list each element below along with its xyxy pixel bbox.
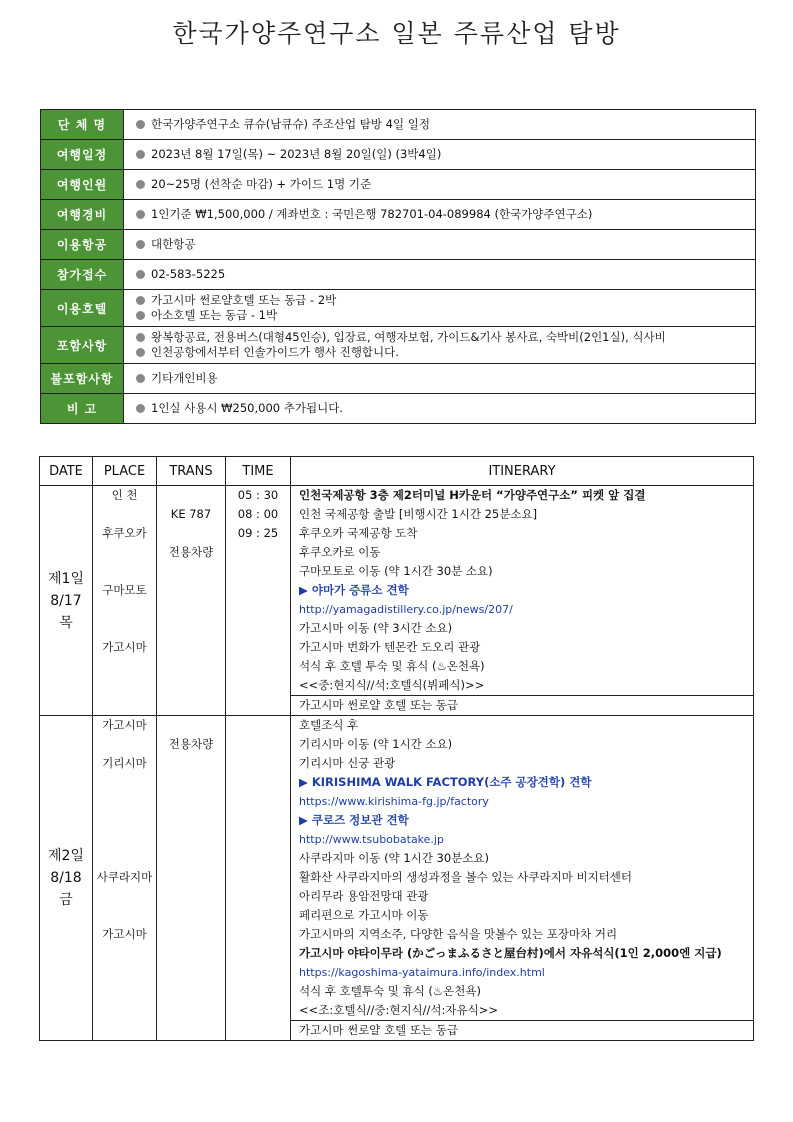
place-entry [93, 657, 156, 676]
info-value-line [136, 147, 755, 162]
place-entry [93, 619, 156, 638]
info-value-line [136, 308, 755, 323]
info-value-line [136, 177, 755, 192]
day2-trans-cell [157, 716, 226, 1041]
info-value-text: 가고시마 썬로얄호텔 또는 동급 - 2박 [151, 293, 337, 307]
bullet-icon [136, 210, 145, 219]
itinerary-line: ▶ 쿠로즈 정보관 견학 [299, 813, 409, 827]
itinerary-line: ▶ 야마가 증류소 견학 [299, 583, 409, 597]
info-row [41, 394, 756, 424]
place-entry: 기리시마 [102, 756, 147, 770]
place-entry [93, 773, 156, 792]
bullet-icon [136, 180, 145, 189]
place-entry: 후쿠오카 [102, 526, 147, 540]
trans-entry [157, 600, 225, 619]
trans-entry [157, 657, 225, 676]
trans-entry [157, 1001, 225, 1020]
place-entry [93, 887, 156, 906]
header-trans: TRANS [157, 457, 226, 486]
itinerary-line: 인천 국제공항 출발 [비행시간 1시간 25분소요] [299, 507, 538, 521]
trans-entry [157, 811, 225, 830]
day1-time-cell [226, 486, 291, 716]
info-value-line [136, 207, 755, 222]
page-title: 한국가양주연구소 일본 주류산업 탐방 [172, 19, 621, 48]
trans-entry [157, 944, 225, 963]
info-row [41, 260, 756, 290]
place-entry [93, 676, 156, 695]
place-entry [93, 505, 156, 524]
info-value [124, 290, 756, 327]
time-entry [226, 600, 290, 619]
trans-entry [157, 868, 225, 887]
day1-date: 8/17 [50, 592, 82, 609]
trans-entry [157, 925, 225, 944]
time-entry: 08 : 00 [237, 507, 279, 521]
info-row [41, 110, 756, 140]
place-entry [93, 735, 156, 754]
info-value-text: 1인실 사용시 ₩250,000 추가됩니다. [151, 401, 343, 415]
info-value [124, 260, 756, 290]
itinerary-line: 가고시마 야타이무라 (かごっまふるさと屋台村)에서 자유석식(1인 2,000엔 지급) [299, 946, 722, 960]
info-value-text: 아소호텔 또는 동급 - 1박 [151, 308, 278, 322]
info-value-line [136, 371, 755, 386]
day2-place-cell [93, 716, 157, 1041]
info-value-text: 기타개인비용 [151, 371, 218, 385]
time-entry [226, 619, 290, 638]
bullet-icon [136, 240, 145, 249]
place-entry: 인 천 [111, 488, 138, 502]
info-value [124, 230, 756, 260]
time-entry [226, 543, 290, 562]
trans-entry [157, 562, 225, 581]
header-place: PLACE [93, 457, 157, 486]
itinerary-line: 페리편으로 가고시마 이동 [299, 908, 429, 922]
itinerary-table [39, 456, 754, 1041]
trans-entry [157, 486, 225, 505]
info-value [124, 110, 756, 140]
info-value-text: 20~25명 (선착순 마감) + 가이드 1명 기준 [151, 177, 372, 191]
info-value-text: 대한항공 [151, 237, 196, 251]
bullet-icon [136, 348, 145, 357]
place-entry [93, 906, 156, 925]
info-value-line [136, 401, 755, 416]
itinerary-line: <<조:호텔식//중:현지식//석:자유식>> [299, 1003, 498, 1017]
place-entry [93, 562, 156, 581]
itinerary-line: 가고시마 번화가 텐몬칸 도오리 관광 [299, 640, 481, 654]
day1-place-cell [93, 486, 157, 716]
info-value-line [136, 117, 755, 132]
place-entry: 가고시마 [102, 640, 147, 654]
bullet-icon [136, 150, 145, 159]
bullet-icon [136, 120, 145, 129]
info-label: 이용호텔 [41, 290, 124, 327]
info-value [124, 327, 756, 364]
day2-date: 8/18 [50, 870, 82, 886]
trans-entry [157, 887, 225, 906]
time-entry [226, 657, 290, 676]
trans-entry [157, 982, 225, 1001]
day2-row [40, 716, 754, 1021]
trans-entry: 전용차량 [168, 737, 214, 751]
day2-date-cell [40, 716, 93, 1041]
day2-itinerary-cell [291, 716, 754, 1021]
day2-weekday: 금 [59, 892, 73, 908]
trans-entry: KE 787 [170, 507, 212, 521]
place-entry [93, 1001, 156, 1020]
info-value-line [136, 330, 755, 345]
day2-day: 제2일 [48, 848, 84, 864]
info-row [41, 364, 756, 394]
itinerary-line: 가고시마의 지역소주, 다양한 음식을 맛볼수 있는 포장마차 거리 [299, 927, 618, 941]
info-label: 단 체 명 [41, 110, 124, 140]
itinerary-link[interactable]: https://www.kirishima-fg.jp/factory [299, 795, 489, 808]
place-entry [93, 792, 156, 811]
itinerary-line: 사쿠라지마 이동 (약 1시간 30분소요) [299, 851, 489, 865]
info-row [41, 140, 756, 170]
itinerary-link[interactable]: http://www.tsubobatake.jp [299, 833, 444, 846]
info-label: 이용항공 [41, 230, 124, 260]
trans-entry [157, 638, 225, 657]
trans-entry [157, 676, 225, 695]
time-entry [226, 638, 290, 657]
day1-row [40, 486, 754, 696]
day2-time-cell [226, 716, 291, 1041]
info-value-line [136, 237, 755, 252]
day1-trans-cell [157, 486, 226, 716]
info-value-text: 1인기준 ₩1,500,000 / 계좌번호 : 국민은행 782701-04-089984 (한국가양주연구소) [151, 207, 593, 221]
trans-entry [157, 963, 225, 982]
info-value-text: 한국가양주연구소 큐슈(남큐슈) 주조산업 탐방 4일 일정 [151, 117, 430, 131]
info-row [41, 290, 756, 327]
itinerary-line: 활화산 사쿠라지마의 생성과정을 볼수 있는 사쿠라지마 비지터센터 [299, 870, 632, 884]
header-time: TIME [226, 457, 291, 486]
day1-hotel-cell [291, 696, 754, 716]
info-label: 여행일정 [41, 140, 124, 170]
info-value [124, 140, 756, 170]
info-value [124, 200, 756, 230]
day2-hotel-cell [291, 1021, 754, 1041]
info-row [41, 170, 756, 200]
trans-entry [157, 792, 225, 811]
itinerary-line: 후쿠오카 국제공항 도착 [299, 526, 418, 540]
info-value-line [136, 267, 755, 282]
info-label: 여행경비 [41, 200, 124, 230]
itinerary-line: 아리무라 용암전망대 관광 [299, 889, 429, 903]
day1-hotel: 가고시마 썬로얄 호텔 또는 동급 [299, 698, 459, 712]
trans-entry [157, 754, 225, 773]
place-entry [93, 600, 156, 619]
day1-date-cell [40, 486, 93, 716]
trans-entry: 전용차량 [168, 545, 214, 559]
trip-info-table [40, 109, 756, 424]
place-entry: 가고시마 [102, 718, 147, 732]
bullet-icon [136, 296, 145, 305]
itinerary-line: <<중:현지식//석:호텔식(뷔페식)>> [299, 678, 485, 692]
itinerary-line: 호텔조식 후 [299, 718, 359, 732]
itinerary-line: 석식 후 호텔 투숙 및 휴식 (♨온천욕) [299, 659, 485, 673]
time-entry [226, 562, 290, 581]
info-value [124, 394, 756, 424]
trans-entry [157, 830, 225, 849]
time-entry: 05 : 30 [237, 488, 279, 502]
info-label: 참가접수 [41, 260, 124, 290]
day1-weekday: 목 [59, 614, 73, 631]
info-value-line [136, 293, 755, 308]
trans-entry [157, 619, 225, 638]
place-entry [93, 849, 156, 868]
place-entry [93, 963, 156, 982]
day2-hotel: 가고시마 썬로얄 호텔 또는 동급 [299, 1023, 459, 1037]
place-entry: 구마모토 [102, 583, 147, 597]
bullet-icon [136, 374, 145, 383]
info-value-text: 인천공항에서부터 인솔가이드가 행사 진행합니다. [151, 345, 399, 359]
trans-entry [157, 716, 225, 735]
trans-entry [157, 906, 225, 925]
itinerary-link[interactable]: http://yamagadistillery.co.jp/news/207/ [299, 603, 513, 616]
day1-day: 제1일 [48, 570, 84, 587]
place-entry [93, 944, 156, 963]
info-label: 포함사항 [41, 327, 124, 364]
itinerary-line: ▶ KIRISHIMA WALK FACTORY(소주 공장견학) 견학 [299, 775, 592, 789]
bullet-icon [136, 311, 145, 320]
time-entry [226, 581, 290, 600]
header-date: DATE [40, 457, 93, 486]
trans-entry [157, 773, 225, 792]
info-value [124, 364, 756, 394]
place-entry: 가고시마 [102, 927, 147, 941]
place-entry [93, 543, 156, 562]
itinerary-line: 기리시마 이동 (약 1시간 소요) [299, 737, 453, 751]
bullet-icon [136, 404, 145, 413]
itinerary-line: 석식 후 호텔투숙 및 휴식 (♨온천욕) [299, 984, 481, 998]
itinerary-link[interactable]: https://kagoshima-yataimura.info/index.html [299, 966, 545, 979]
place-entry [93, 811, 156, 830]
info-label: 여행인원 [41, 170, 124, 200]
place-entry [93, 830, 156, 849]
day1-itinerary-cell [291, 486, 754, 696]
itinerary-line: 구마모토로 이동 (약 1시간 30분 소요) [299, 564, 493, 578]
header-itinerary: ITINERARY [291, 457, 754, 486]
place-entry [93, 982, 156, 1001]
info-label: 비 고 [41, 394, 124, 424]
place-entry: 사쿠라지마 [96, 870, 153, 884]
info-value [124, 170, 756, 200]
bullet-icon [136, 270, 145, 279]
trans-entry [157, 581, 225, 600]
itinerary-line: 기리시마 신궁 관광 [299, 756, 396, 770]
trans-entry [157, 524, 225, 543]
info-value-text: 2023년 8월 17일(목) ~ 2023년 8월 20일(일) (3박4일) [151, 147, 442, 161]
info-row [41, 230, 756, 260]
bullet-icon [136, 333, 145, 342]
time-entry: 09 : 25 [237, 526, 279, 540]
trans-entry [157, 849, 225, 868]
info-row [41, 200, 756, 230]
time-entry [226, 676, 290, 695]
itinerary-line: 가고시마 이동 (약 3시간 소요) [299, 621, 453, 635]
info-label: 불포함사항 [41, 364, 124, 394]
info-value-text: 02-583-5225 [151, 267, 226, 281]
info-row [41, 327, 756, 364]
itinerary-header-row [40, 457, 754, 486]
itinerary-line: 후쿠오카로 이동 [299, 545, 381, 559]
info-value-line [136, 345, 755, 360]
itinerary-line: 인천국제공항 3층 제2터미널 H카운터 “가양주연구소” 피켓 앞 집결 [299, 488, 646, 502]
info-value-text: 왕복항공료, 전용버스(대형45인승), 입장료, 여행자보험, 가이드&기사 봉사료, 숙박비(2인1실), 식사비 [151, 330, 666, 344]
